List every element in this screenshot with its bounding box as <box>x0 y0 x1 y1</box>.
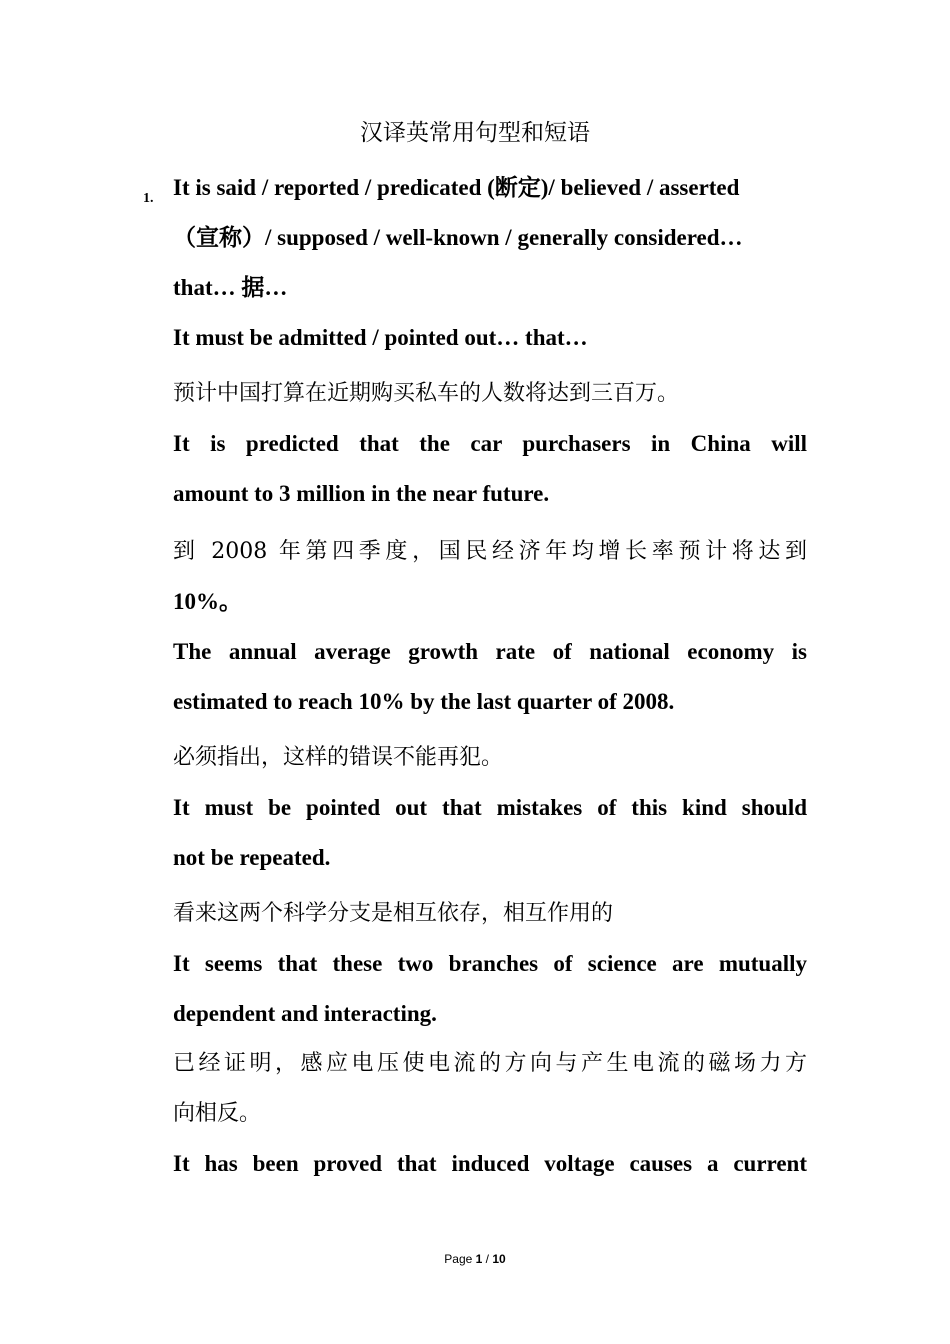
english-line: estimated to reach 10% by the last quarter of 2008. <box>173 689 675 714</box>
english-line: It seems that these two branches of science are mutually <box>173 951 807 976</box>
chinese-line: 预计中国打算在近期购买私车的人数将达到三百万。 <box>173 381 680 406</box>
english-line: not be repeated. <box>173 845 331 870</box>
total-page-count: 10 <box>492 1252 506 1266</box>
english-line: It is predicted that the car purchasers in China will <box>173 431 807 456</box>
english-line: amount to 3 million in the near future. <box>173 481 550 506</box>
list-item-number: 1. <box>143 191 154 206</box>
english-line: 10%。 <box>173 589 242 614</box>
current-page-number: 1 <box>475 1252 483 1266</box>
chinese-line: 向相反。 <box>173 1101 262 1126</box>
english-line: dependent and interacting. <box>173 1001 437 1026</box>
english-line: It is said / reported / predicated (断定)/ believed / asserted <box>173 175 740 200</box>
english-line: It must be admitted / pointed out… that… <box>173 325 588 350</box>
page-label: Page <box>444 1252 476 1266</box>
document-title: 汉译英常用句型和短语 <box>360 120 590 146</box>
english-line: It has been proved that induced voltage causes a current <box>173 1151 807 1176</box>
english-line: that… 据… <box>173 275 288 300</box>
page-footer <box>0 1250 950 1268</box>
chinese-line: 到 2008 年第四季度，国民经济年均增长率预计将达到 <box>173 539 807 564</box>
chinese-line: 看来这两个科学分支是相互依存，相互作用的 <box>173 901 614 926</box>
english-line: （宣称）/ supposed / well-known / generally considered… <box>173 225 743 250</box>
chinese-line: 已经证明，感应电压使电流的方向与产生电流的磁场力方 <box>173 1051 807 1076</box>
document-body <box>173 163 807 1189</box>
page-separator: / <box>482 1252 493 1266</box>
chinese-line: 必须指出，这样的错误不能再犯。 <box>173 745 504 770</box>
english-line: The annual average growth rate of national economy is <box>173 639 807 664</box>
english-line: It must be pointed out that mistakes of this kind should <box>173 795 807 820</box>
